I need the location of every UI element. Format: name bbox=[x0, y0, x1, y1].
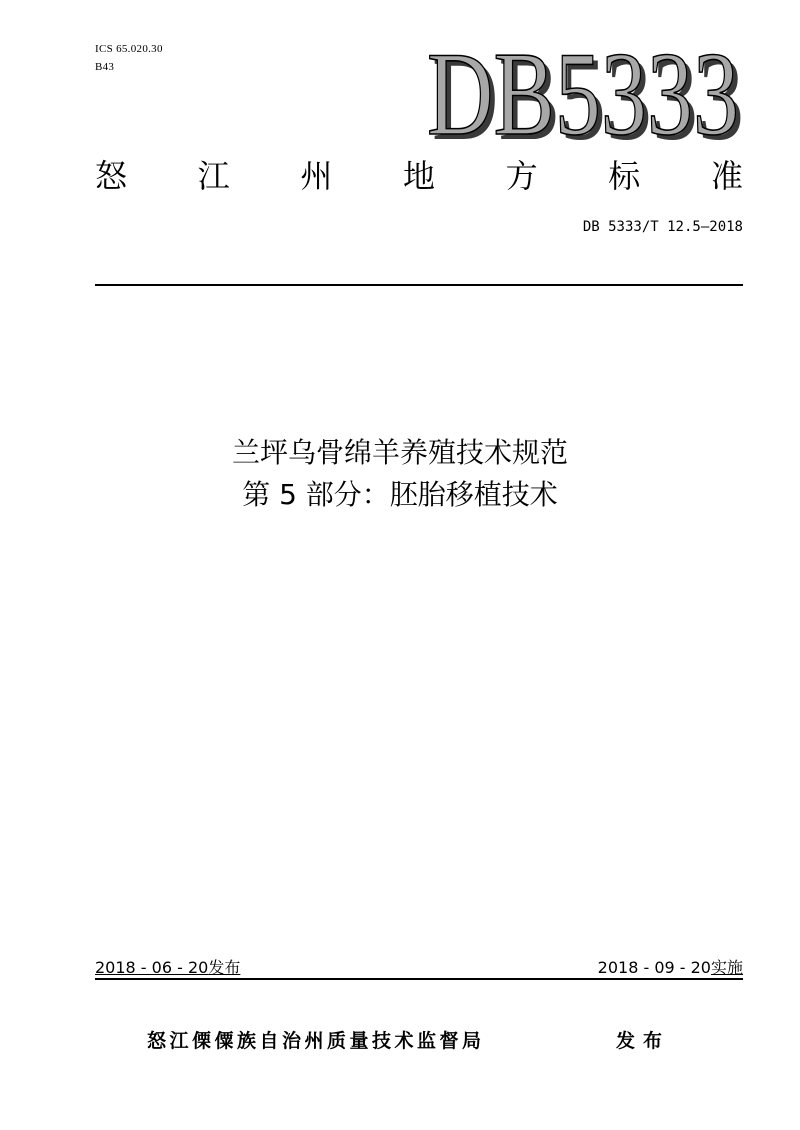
ics-code: ICS 65.020.30 bbox=[95, 43, 163, 55]
heading-char: 怒 bbox=[95, 157, 128, 195]
release-label: 发布 bbox=[208, 958, 241, 977]
implement-label: 实施 bbox=[710, 958, 743, 977]
db-logo bbox=[425, 40, 750, 142]
implement-info bbox=[598, 957, 743, 979]
db-logo-shadow: DB5333 bbox=[432, 40, 744, 142]
release-info bbox=[95, 957, 240, 979]
title-line-2: 第 5 部分：胚胎移植技术 bbox=[242, 478, 558, 511]
heading-char: 江 bbox=[197, 157, 230, 195]
header-divider bbox=[95, 284, 743, 286]
release-date: 2018 - 06 - 20 bbox=[95, 958, 209, 977]
implement-date: 2018 - 09 - 20 bbox=[597, 958, 711, 977]
issuer-action: 发布 bbox=[616, 1030, 671, 1052]
document-title bbox=[0, 432, 800, 516]
heading-char: 准 bbox=[710, 157, 743, 195]
ccs-code: B43 bbox=[95, 61, 115, 73]
issuer-name: 怒江傈僳族自治州质量技术监督局 bbox=[147, 1030, 485, 1052]
footer-divider bbox=[95, 978, 743, 980]
heading-char: 地 bbox=[402, 157, 435, 195]
standard-number: DB 5333/T 12.5—2018 bbox=[582, 219, 743, 235]
heading-char: 州 bbox=[300, 157, 333, 195]
title-line-1: 兰坪乌骨绵羊养殖技术规范 bbox=[231, 436, 568, 469]
heading-char: 方 bbox=[505, 157, 538, 195]
issuer-row bbox=[0, 1028, 800, 1056]
standard-type-heading bbox=[95, 158, 743, 194]
db-logo-text: DB5333 bbox=[427, 40, 739, 142]
heading-char: 标 bbox=[608, 157, 641, 195]
